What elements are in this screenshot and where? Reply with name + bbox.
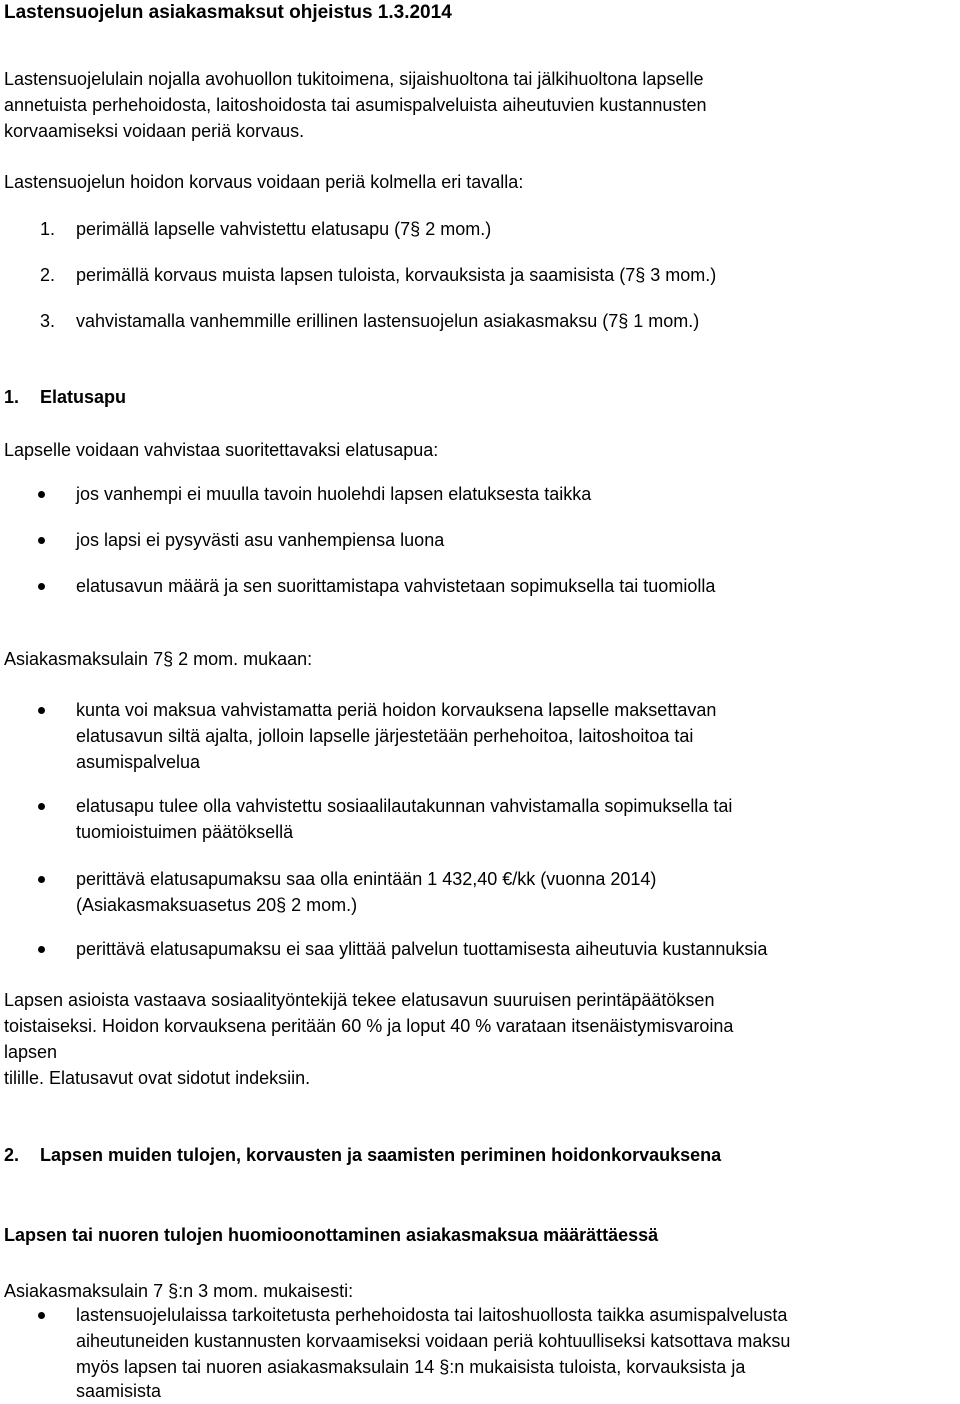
bullet-dot-icon bbox=[38, 707, 45, 714]
intro-line-3: korvaamiseksi voidaan periä korvaus. bbox=[4, 121, 305, 141]
document-title: Lastensuojelun asiakasmaksut ohjeistus 1.3.2014 bbox=[4, 2, 452, 23]
way-number-2: 2. bbox=[40, 265, 56, 285]
section2-bullet-line-2: aiheutuneiden kustannusten korvaamiseksi voidaan periä kohtuulliseksi katsottava maksu bbox=[76, 1331, 791, 1351]
section2-subheading: Lapsen tai nuoren tulojen huomioonottaminen asiakasmaksua määrättäessä bbox=[4, 1225, 659, 1245]
intro-line-1: Lastensuojelulain nojalla avohuollon tukitoimena, sijaishuoltona tai jälkihuoltona lapselle bbox=[4, 69, 704, 89]
law-bullet-1-line-2: elatusavun siltä ajalta, jolloin lapselle järjestetään perhehoitoa, laitoshoitoa tai bbox=[76, 726, 694, 746]
section1-lead: Lapselle voidaan vahvistaa suoritettavaksi elatusapua: bbox=[4, 440, 439, 460]
intro-line-2: annetuista perhehoidosta, laitoshoidosta tai asumispalveluista aiheutuvien kustannusten bbox=[4, 95, 707, 115]
way-text-2: perimällä korvaus muista lapsen tuloista, korvauksista ja saamisista (7§ 3 mom.) bbox=[76, 265, 717, 285]
bullet-dot-icon bbox=[38, 876, 45, 883]
law-bullet-2-line-2: tuomioistuimen päätöksellä bbox=[76, 822, 294, 842]
section1-bullet-2: jos lapsi ei pysyvästi asu vanhempiensa luona bbox=[76, 530, 445, 550]
bullet-dot-icon bbox=[38, 583, 45, 590]
section1-bullet-1: jos vanhempi ei muulla tavoin huolehdi lapsen elatuksesta taikka bbox=[76, 484, 592, 504]
way-text-1: perimällä lapselle vahvistettu elatusapu (7§ 2 mom.) bbox=[76, 219, 492, 239]
law-bullet-1-line-1: kunta voi maksua vahvistamatta periä hoidon korvauksena lapselle maksettavan bbox=[76, 700, 717, 720]
section1-closing-line-1: Lapsen asioista vastaava sosiaalityöntekijä tekee elatusavun suuruisen perintäpäätöksen bbox=[4, 990, 715, 1010]
way-number-1: 1. bbox=[40, 219, 56, 239]
law-bullet-4-line-1: perittävä elatusapumaksu ei saa ylittää palvelun tuottamisesta aiheutuvia kustannuksia bbox=[76, 939, 768, 959]
section2-number: 2. bbox=[4, 1145, 20, 1165]
bullet-dot-icon bbox=[38, 946, 45, 953]
law-bullet-3-line-2: (Asiakasmaksuasetus 20§ 2 mom.) bbox=[76, 895, 358, 915]
section1-closing-line-3: lapsen bbox=[4, 1042, 58, 1062]
section1-closing-line-2: toistaiseksi. Hoidon korvauksena peritään 60 % ja loput 40 % varataan itsenäistymisvaroina bbox=[4, 1016, 734, 1036]
section1-bullet-3: elatusavun määrä ja sen suorittamistapa vahvistetaan sopimuksella tai tuomiolla bbox=[76, 576, 716, 596]
bullet-dot-icon bbox=[38, 491, 45, 498]
law-bullet-3-line-1: perittävä elatusapumaksu saa olla enintään 1 432,40 €/kk (vuonna 2014) bbox=[76, 869, 657, 889]
way-text-3: vahvistamalla vanhemmille erillinen lastensuojelun asiakasmaksu (7§ 1 mom.) bbox=[76, 311, 700, 331]
section1-heading: Elatusapu bbox=[40, 387, 127, 407]
section1-closing-line-4: tilille. Elatusavut ovat sidotut indeksiin. bbox=[4, 1068, 311, 1088]
law-bullet-1-line-3: asumispalvelua bbox=[76, 752, 201, 772]
section1-number: 1. bbox=[4, 387, 20, 407]
section2-bullet-line-1: lastensuojelulaissa tarkoitetusta perhehoidosta tai laitoshuollosta taikka asumispalvelusta bbox=[76, 1305, 788, 1325]
bullet-dot-icon bbox=[38, 1312, 45, 1319]
bullet-dot-icon bbox=[38, 537, 45, 544]
law-bullet-2-line-1: elatusapu tulee olla vahvistettu sosiaalilautakunnan vahvistamalla sopimuksella tai bbox=[76, 796, 733, 816]
section2-bullet-line-3: myös lapsen tai nuoren asiakasmaksulain 14 §:n mukaisista tuloista, korvauksista ja bbox=[76, 1357, 746, 1377]
bullet-dot-icon bbox=[38, 803, 45, 810]
section2-bullet-line-4: saamisista bbox=[76, 1381, 162, 1401]
section2-law-lead: Asiakasmaksulain 7 §:n 3 mom. mukaisesti: bbox=[4, 1281, 354, 1301]
section1-law-lead: Asiakasmaksulain 7§ 2 mom. mukaan: bbox=[4, 649, 313, 669]
ways-heading: Lastensuojelun hoidon korvaus voidaan periä kolmella eri tavalla: bbox=[4, 172, 524, 192]
section2-heading: Lapsen muiden tulojen, korvausten ja saamisten periminen hoidonkorvauksena bbox=[40, 1145, 722, 1165]
way-number-3: 3. bbox=[40, 311, 56, 331]
